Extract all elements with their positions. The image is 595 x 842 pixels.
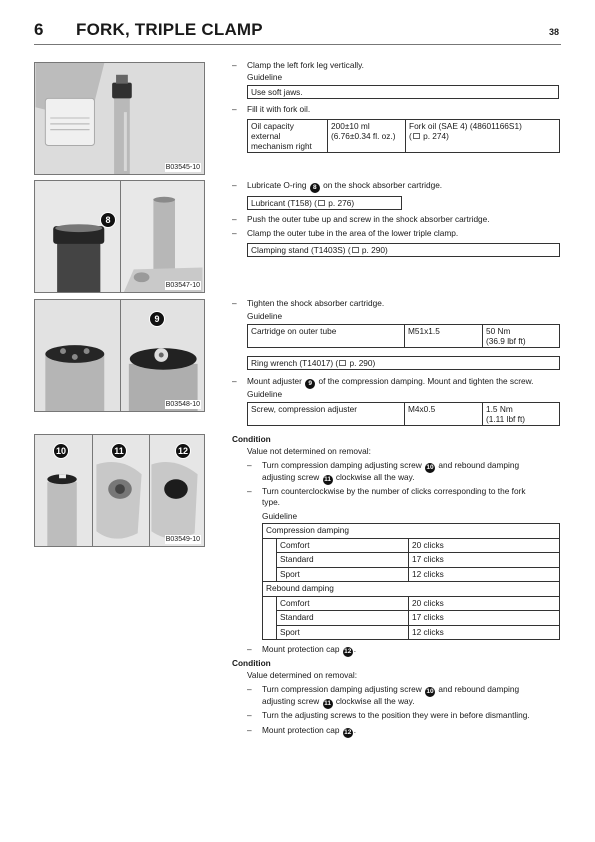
figure-code: B03547-10 [165, 282, 200, 289]
figure-cartridge [34, 299, 205, 412]
chapter-number: 6 [34, 20, 44, 39]
torque-thread: M51x1.5 [405, 325, 483, 348]
torque-thread: M4x0.5 [405, 403, 483, 426]
torque-value: 50 Nm (36.9 lbf ft) [483, 325, 560, 348]
page-ref-icon [339, 360, 346, 366]
guideline-label: Guideline [247, 72, 283, 82]
condition-title: Condition [232, 658, 271, 668]
step-turn-counterclockwise-cont: type. [262, 497, 280, 507]
table-row: Standard 17 clicks [263, 553, 560, 568]
adjuster-torque-table [247, 402, 560, 426]
oil-filling-photo [35, 63, 204, 174]
table-row: Sport 12 clicks [263, 625, 560, 640]
oil-type: Fork oil (SAE 4) (48601166S1) ( p. 274) [406, 120, 560, 153]
callout-8: 8 [100, 212, 116, 228]
oil-capacity-label: Oil capacity external mechanism right [248, 120, 328, 153]
page-ref-icon [413, 133, 420, 139]
oil-capacity-value: 200±10 ml (6.76±0.34 fl. oz.) [328, 120, 406, 153]
header-rule [34, 44, 561, 45]
condition-text: Value not determined on removal: [247, 446, 371, 456]
guideline-label: Guideline [247, 389, 283, 399]
page-number: 38 [548, 27, 559, 37]
figure-code: B03548-10 [165, 401, 200, 408]
table-row: Sport 12 clicks [263, 567, 560, 582]
clamping-stand-box: Clamping stand (T1403S) ( p. 290) [247, 243, 560, 257]
figure-oring-lubrication [34, 180, 205, 293]
figure-split [92, 435, 93, 546]
figure-oil-filling [34, 62, 205, 175]
figure-adjusters [34, 434, 205, 547]
step-turn-screws-clockwise-cont: adjusting screw 11 clockwise all the way. [262, 696, 415, 707]
table-row: Standard 17 clicks [263, 611, 560, 626]
marker-12: 12 [344, 729, 352, 736]
marker-8: 8 [310, 183, 320, 193]
torque-value: 1.5 Nm (1.11 lbf ft) [483, 403, 560, 426]
compression-damping-header: Compression damping [263, 524, 560, 539]
step-turn-screws-clockwise-cont: adjusting screw 11 clockwise all the way. [262, 472, 415, 483]
oil-capacity-table [247, 119, 560, 153]
soft-jaws-box: Use soft jaws. [247, 85, 559, 99]
page-ref-icon [352, 247, 359, 253]
callout-9: 9 [149, 311, 165, 327]
marker-11: 11 [324, 700, 331, 707]
torque-item: Cartridge on outer tube [248, 325, 405, 348]
ring-wrench-box: Ring wrench (T14017) ( p. 290) [247, 356, 560, 370]
lubricant-box: Lubricant (T158) ( p. 276) [247, 196, 402, 210]
callout-12: 12 [175, 443, 191, 459]
condition-text: Value determined on removal: [247, 670, 358, 680]
table-row: Comfort 20 clicks [263, 596, 560, 611]
callout-11: 11 [111, 443, 127, 459]
clicks-table [262, 523, 560, 640]
callout-10: 10 [53, 443, 69, 459]
chapter-title: FORK, TRIPLE CLAMP [76, 20, 263, 39]
figure-split [149, 435, 150, 546]
marker-9: 9 [305, 379, 315, 389]
figure-code: B03545-10 [165, 164, 200, 171]
figure-split [120, 181, 121, 292]
marker-10: 10 [426, 464, 434, 471]
figure-code: B03549-10 [165, 536, 200, 543]
condition-title: Condition [232, 434, 271, 444]
figure-split [120, 300, 121, 411]
marker-12: 12 [344, 648, 352, 655]
marker-10: 10 [426, 688, 434, 695]
guideline-label: Guideline [247, 311, 283, 321]
cartridge-torque-table [247, 324, 560, 348]
guideline-label: Guideline [262, 511, 298, 521]
torque-item: Screw, compression adjuster [248, 403, 405, 426]
table-row: Comfort 20 clicks [263, 538, 560, 553]
page-ref-icon [318, 200, 325, 206]
rebound-damping-header: Rebound damping [263, 582, 560, 597]
marker-11: 11 [324, 476, 331, 483]
